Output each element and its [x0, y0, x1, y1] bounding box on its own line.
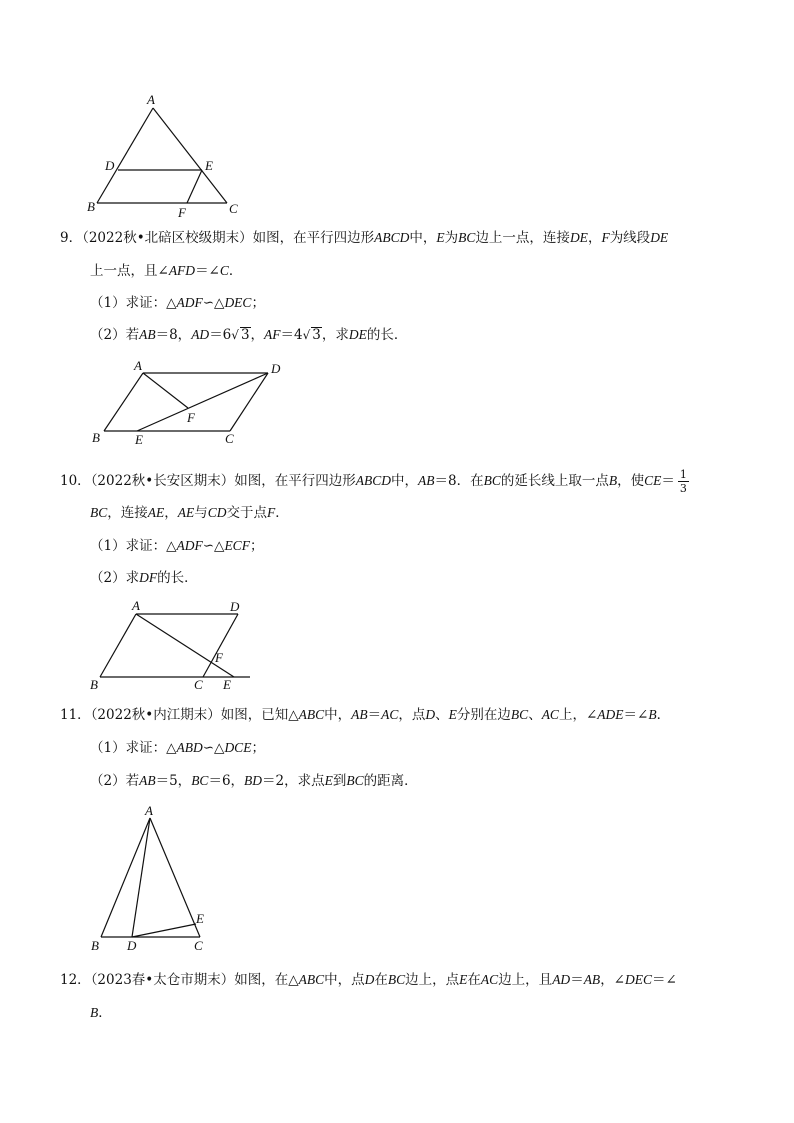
segment-de [132, 924, 196, 937]
segment-af [143, 373, 188, 408]
segment-ab [101, 818, 150, 937]
label-d: D [230, 599, 240, 614]
q11-line-1: 11．（2022秋•内江期末）如图，已知△ABC中，AB＝AC，点D、E分别在边BC、AC上，∠ADE＝∠B． [60, 707, 671, 723]
q11-part-1: （1）求证：△ABD∽△DCE； [90, 740, 265, 756]
label-e: E [135, 432, 143, 447]
q12-line-2: B． [90, 1005, 112, 1021]
q9-part-2: （2）若AB＝8，AD＝6√ 3，AF＝4√ 3，求DE的长． [90, 327, 408, 343]
label-d: D [127, 938, 137, 953]
label-f: F [187, 410, 195, 425]
q9-line-1: 9．（2022秋•北碚区校级期末）如图，在平行四边形ABCD中，E为BC边上一点，连接DE，F为线段DE [60, 230, 669, 246]
label-e: E [205, 158, 213, 173]
label-c: C [229, 201, 238, 216]
label-d: D [271, 361, 281, 376]
label-f: F [215, 650, 223, 665]
segment-ae [136, 614, 234, 677]
q10-line-1: 10．（2022秋•长安区期末）如图，在平行四边形ABCD中，AB＝8．在BC的延长线上取一点B，使CE＝ $\frac{1}{3}$ [60, 468, 687, 495]
segment-ab [100, 614, 136, 677]
q10-line-2: BC，连接AE，AE与CD交于点F． [90, 505, 289, 521]
label-d: D [105, 158, 115, 173]
label-c: C [225, 431, 234, 446]
segment-ac [153, 108, 227, 203]
segment-dc [203, 614, 238, 677]
segment-ef [187, 170, 202, 203]
segment-ac [150, 818, 200, 937]
label-c: C [194, 938, 203, 953]
figure-q11-isosceles [88, 800, 218, 955]
fraction-one-third: $\frac{1}{3}$ [679, 468, 687, 495]
label-b: B [92, 430, 100, 445]
figure-q9-parallelogram [88, 356, 288, 448]
label-c: C [194, 677, 203, 692]
label-a: A [147, 92, 155, 107]
segment-ab [97, 108, 153, 203]
label-a: A [145, 803, 153, 818]
segment-ab [104, 373, 143, 431]
label-b: B [87, 199, 95, 214]
figure-triangle-def [85, 90, 245, 220]
q12-line-1: 12．（2023春•太仓市期末）如图，在△ABC中，点D在BC边上，点E在AC边上，且AD＝AB，∠DEC＝∠ [60, 972, 677, 988]
label-b: B [90, 677, 98, 692]
label-a: A [134, 358, 142, 373]
q11-part-2: （2）若AB＝5，BC＝6，BD＝2，求点E到BC的距离． [90, 773, 418, 789]
label-e: E [196, 911, 204, 926]
label-f: F [178, 205, 186, 220]
label-b: B [91, 938, 99, 953]
label-a: A [132, 598, 140, 613]
segment-ad [132, 818, 150, 937]
label-e: E [223, 677, 231, 692]
q10-part-2: （2）求DF的长． [90, 570, 198, 586]
figure-q10-parallelogram [88, 596, 258, 696]
q9-line-2: 上一点，且∠AFD＝∠C． [90, 263, 243, 279]
q10-part-1: （1）求证：△ADF∽△ECF； [90, 538, 264, 554]
q9-part-1: （1）求证：△ADF∽△DEC； [90, 295, 265, 311]
